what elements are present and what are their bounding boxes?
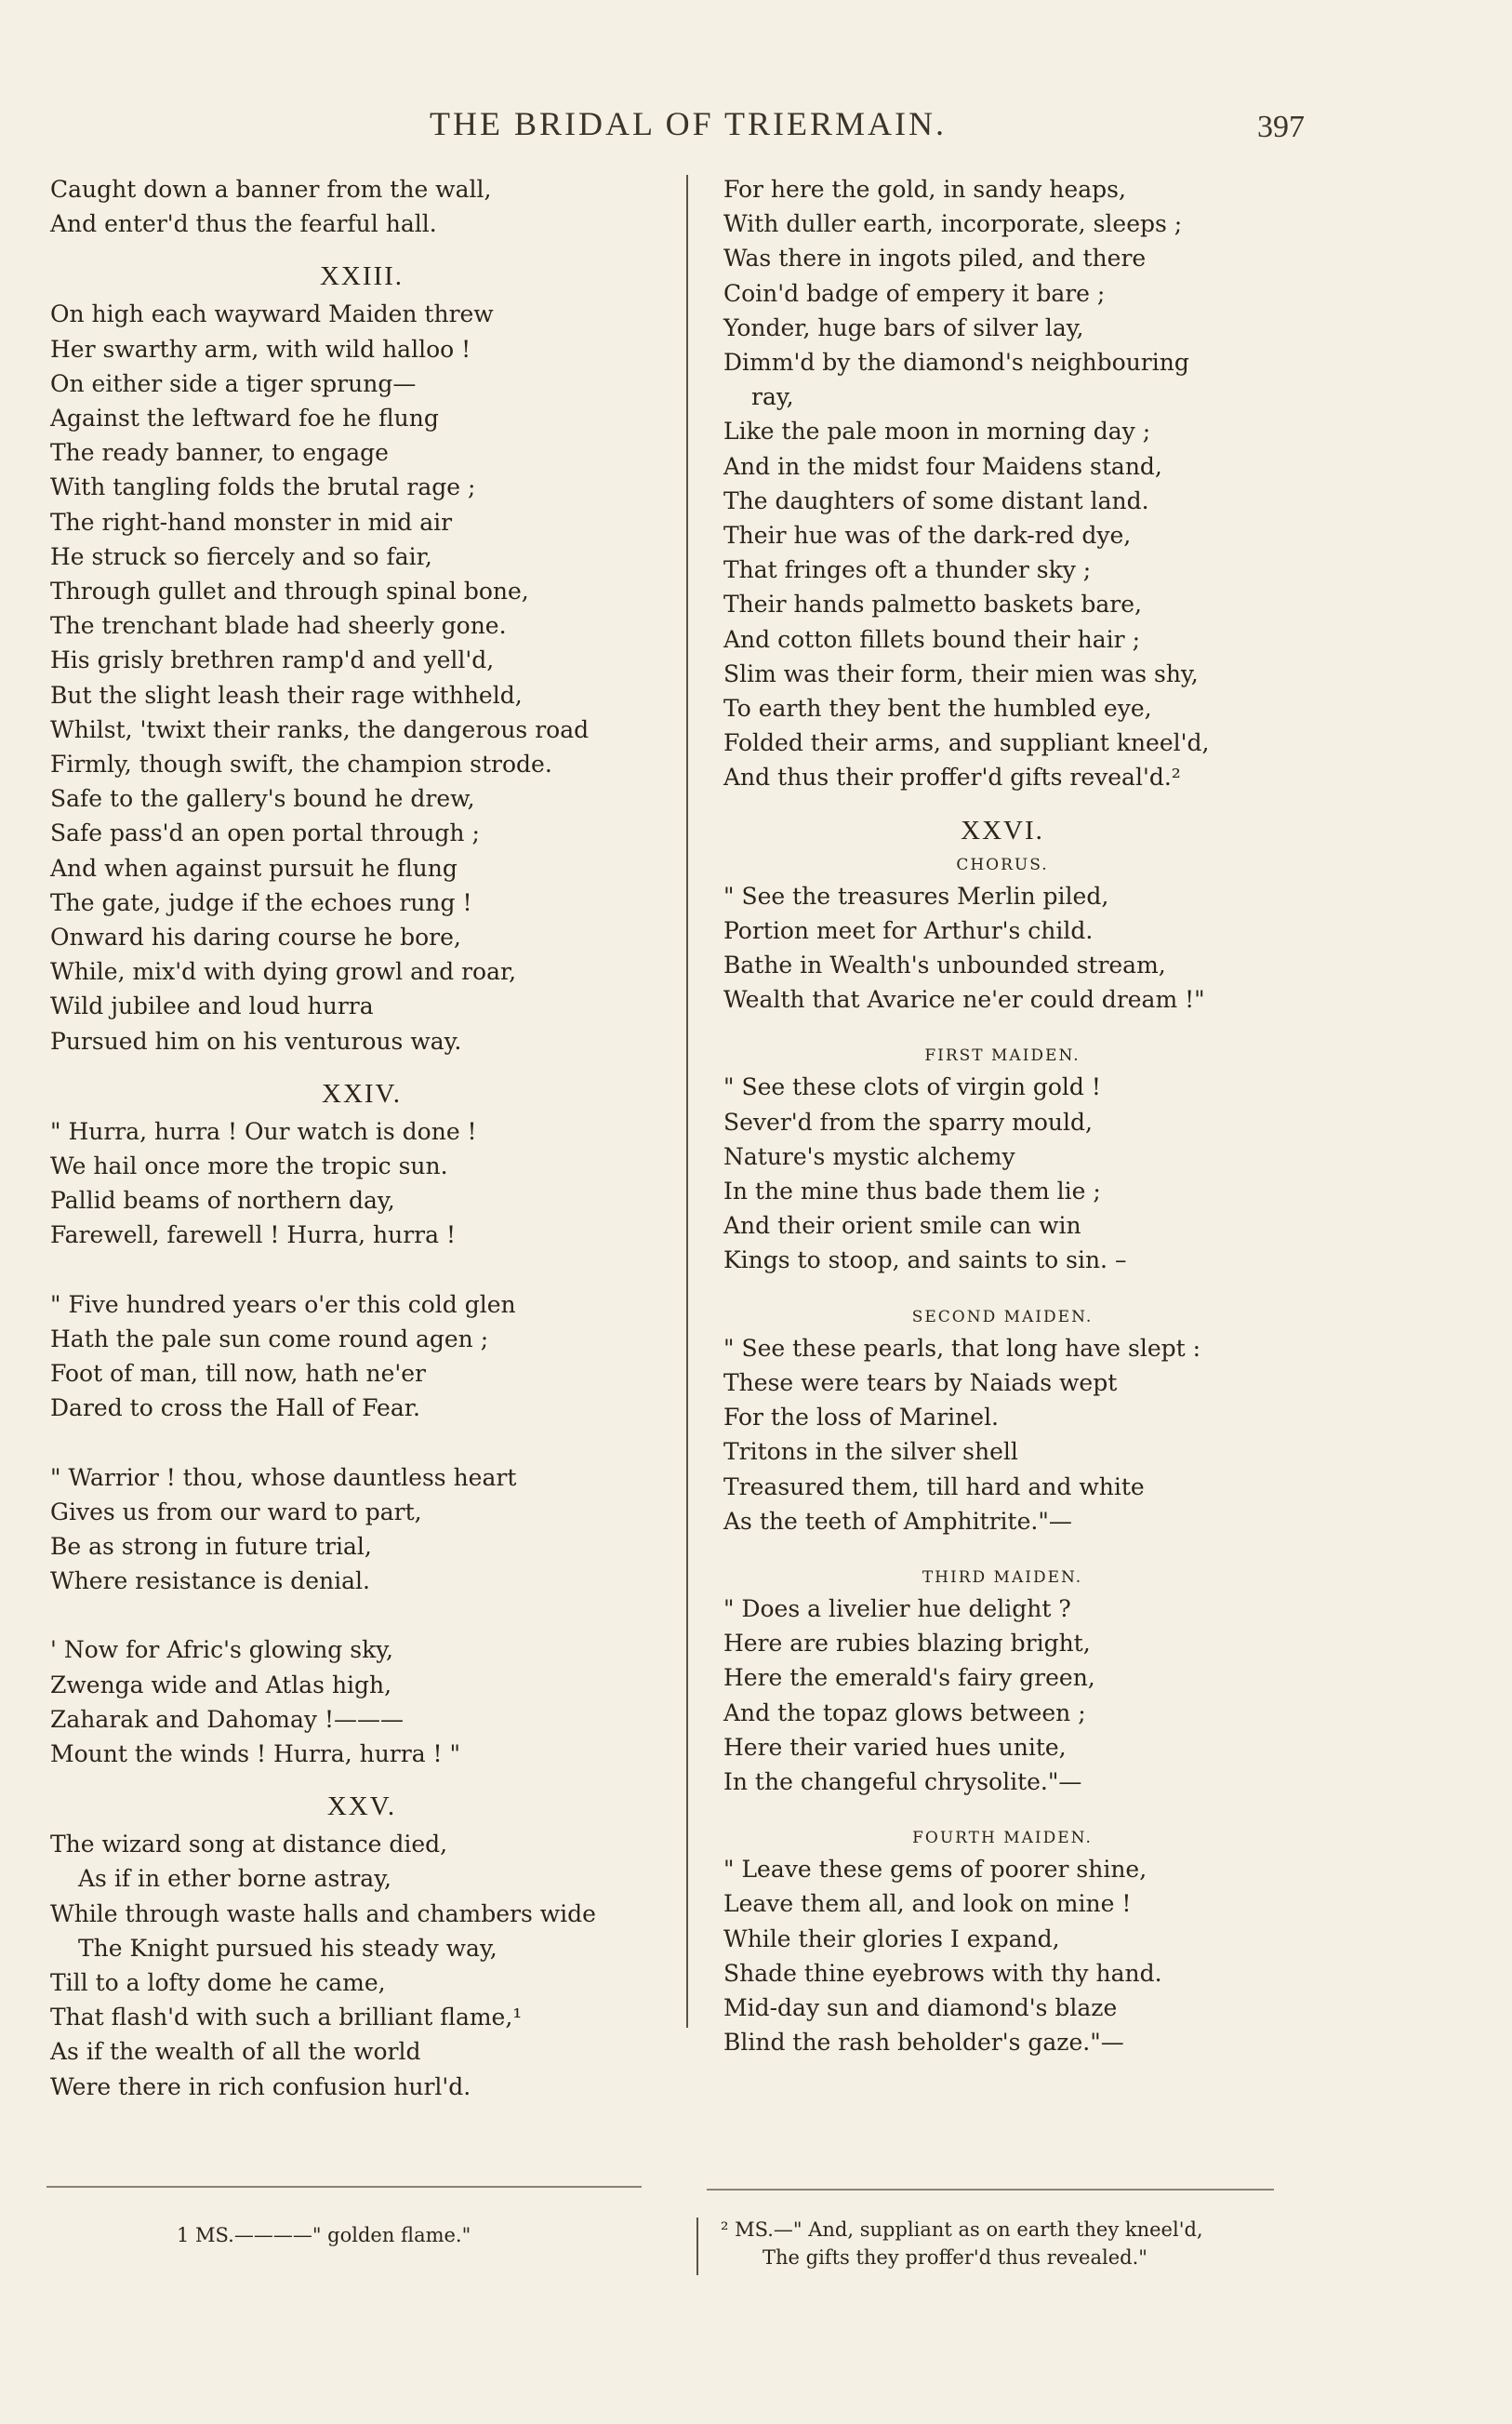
- verse-line: " Leave these gems of poorer shine,: [723, 1856, 1147, 1884]
- verse-line: Portion meet for Arthur's child.: [723, 916, 1094, 944]
- verse-line: Blind the rash beholder's gaze."—: [723, 2029, 1124, 2057]
- verse-line: Farewell, farewell ! Hurra, hurra !: [50, 1221, 457, 1249]
- verse-line: Her swarthy arm, with wild halloo !: [50, 335, 471, 363]
- verse-line: Their hue was of the dark-red dye,: [723, 522, 1132, 550]
- verse-line: Their hands palmetto baskets bare,: [723, 591, 1142, 619]
- verse-line: We hail once more the tropic sun.: [50, 1152, 448, 1180]
- verse-line: Nature's mystic alchemy: [723, 1142, 1015, 1170]
- verse-line: His grisly brethren ramp'd and yell'd,: [50, 646, 495, 674]
- footnote-2-line-1: ² MS.—" And, suppliant as on earth they kneel'd,: [721, 2218, 1203, 2241]
- verse-line: While through waste halls and chambers wide: [50, 1899, 596, 1927]
- verse-line: And in the midst four Maidens stand,: [723, 452, 1162, 480]
- column-divider: [686, 175, 688, 2028]
- verse-line: While their glories I expand,: [723, 1925, 1060, 1952]
- verse-line: Caught down a banner from the wall,: [50, 176, 492, 203]
- stanza-heading-xxiii: XXIII.: [319, 261, 405, 292]
- footnote-1: 1 MS.————" golden flame.": [177, 2224, 471, 2246]
- verse-line: Firmly, though swift, the champion strode.: [50, 751, 552, 779]
- verse-line: These were tears by Naiads wept: [723, 1368, 1118, 1396]
- verse-line: And cotton fillets bound their hair ;: [723, 625, 1140, 653]
- verse-line: Treasured them, till hard and white: [723, 1472, 1145, 1500]
- verse-line: Safe to the gallery's bound he drew,: [50, 785, 475, 813]
- verse-line: The Knight pursued his steady way,: [78, 1934, 497, 1962]
- verse-line: Till to a lofty dome he came,: [50, 1968, 386, 1996]
- verse-line: Safe pass'd an open portal through ;: [50, 819, 480, 847]
- verse-line: As if the wealth of all the world: [50, 2038, 421, 2066]
- verse-line: As if in ether borne astray,: [78, 1865, 391, 1893]
- verse-line: For here the gold, in sandy heaps,: [723, 176, 1126, 203]
- verse-line: ray,: [751, 383, 794, 411]
- verse-line: Was there in ingots piled, and there: [723, 245, 1147, 273]
- page-number: 397: [1257, 110, 1305, 144]
- stanza-heading-xxv: XXV.: [326, 1791, 397, 1822]
- footnote-rule-left: [46, 2186, 642, 2189]
- verse-line: Bathe in Wealth's unbounded stream,: [723, 952, 1166, 979]
- verse-line: Where resistance is denial.: [50, 1567, 370, 1595]
- verse-line: " Hurra, hurra ! Our watch is done !: [50, 1117, 477, 1145]
- verse-line: Dared to cross the Hall of Fear.: [50, 1394, 420, 1422]
- verse-line: The trenchant blade had sheerly gone.: [50, 612, 507, 640]
- verse-line: Here the emerald's fairy green,: [723, 1664, 1095, 1692]
- footnote-divider: [696, 2218, 698, 2275]
- speaker-third-maiden: THIRD MAIDEN.: [922, 1567, 1083, 1587]
- verse-line: Shade thine eyebrows with thy hand.: [723, 1959, 1162, 1987]
- verse-line: On either side a tiger sprung—: [50, 369, 417, 397]
- footnote-2-line-2: The gifts they proffer'd thus revealed.": [763, 2246, 1147, 2269]
- footnote-2: [721, 2216, 1203, 2271]
- verse-line: The daughters of some distant land.: [723, 486, 1149, 514]
- verse-line: Against the leftward foe he flung: [50, 405, 439, 433]
- verse-line: Tritons in the silver shell: [723, 1438, 1018, 1466]
- verse-line: With duller earth, incorporate, sleeps ;: [723, 210, 1183, 238]
- verse-line: As the teeth of Amphitrite."—: [723, 1507, 1072, 1535]
- verse-line: Wild jubilee and loud hurra: [50, 992, 374, 1020]
- speaker-fourth-maiden: FOURTH MAIDEN.: [912, 1829, 1093, 1848]
- verse-line: Here are rubies blazing bright,: [723, 1630, 1091, 1658]
- verse-line: With tangling folds the brutal rage ;: [50, 473, 476, 501]
- verse-line: Mid-day sun and diamond's blaze: [723, 1993, 1118, 2021]
- verse-line: Hath the pale sun come round agen ;: [50, 1325, 489, 1352]
- speaker-second-maiden: SECOND MAIDEN.: [911, 1307, 1094, 1326]
- verse-line: Here their varied hues unite,: [723, 1733, 1067, 1761]
- stanza-heading-xxvi: XXVI.: [961, 815, 1044, 846]
- verse-line: And enter'd thus the fearful hall.: [50, 210, 437, 238]
- verse-line: The right-hand monster in mid air: [50, 508, 453, 536]
- right-column: [723, 172, 1281, 2059]
- verse-line: Zwenga wide and Atlas high,: [50, 1671, 392, 1698]
- verse-line: Sever'd from the sparry mould,: [723, 1108, 1093, 1136]
- verse-line: ' Now for Afric's glowing sky,: [50, 1636, 393, 1664]
- verse-line: " Warrior ! thou, whose dauntless heart: [50, 1463, 517, 1491]
- verse-line: To earth they bent the humbled eye,: [723, 695, 1152, 723]
- verse-line: In the mine thus bade them lie ;: [723, 1178, 1101, 1205]
- verse-line: And thus their proffer'd gifts reveal'd.²: [723, 764, 1181, 792]
- verse-line: On high each wayward Maiden threw: [50, 300, 494, 328]
- verse-line: Wealth that Avarice ne'er could dream !": [723, 986, 1205, 1014]
- running-title: THE BRIDAL OF TRIERMAIN.: [430, 105, 947, 142]
- verse-line: In the changeful chrysolite."—: [723, 1767, 1082, 1795]
- verse-line: Leave them all, and look on mine !: [723, 1890, 1132, 1918]
- verse-line: The gate, judge if the echoes rung !: [50, 888, 472, 916]
- verse-line: " See the treasures Merlin piled,: [723, 882, 1109, 910]
- stanza-heading-xxiv: XXIV.: [322, 1078, 402, 1109]
- verse-line: Slim was their form, their mien was shy,: [723, 659, 1199, 687]
- verse-line: " See these pearls, that long have slept :: [723, 1334, 1201, 1362]
- speaker-chorus: CHORUS.: [956, 855, 1049, 874]
- verse-line: And when against pursuit he flung: [50, 854, 458, 882]
- verse-line: Gives us from our ward to part,: [50, 1498, 422, 1525]
- verse-line: But the slight leash their rage withheld,: [50, 681, 523, 709]
- verse-line: " Does a livelier hue delight ?: [723, 1594, 1071, 1622]
- verse-line: Were there in rich confusion hurl'd.: [50, 2072, 471, 2100]
- verse-line: While, mix'd with dying growl and roar,: [50, 958, 517, 986]
- verse-line: Folded their arms, and suppliant kneel'd,: [723, 729, 1210, 757]
- verse-line: He struck so fiercely and so fair,: [50, 542, 432, 570]
- verse-line: Kings to stoop, and saints to sin. –: [723, 1246, 1127, 1274]
- verse-line: Mount the winds ! Hurra, hurra ! ": [50, 1739, 461, 1767]
- footnote-rule-right: [707, 2189, 1274, 2191]
- verse-line: Coin'd badge of empery it bare ;: [723, 279, 1106, 307]
- verse-line: Like the pale moon in morning day ;: [723, 418, 1151, 446]
- verse-line: Through gullet and through spinal bone,: [50, 578, 529, 606]
- verse-line: Whilst, 'twixt their ranks, the dangerous road: [50, 715, 590, 743]
- verse-line: " See these clots of virgin gold !: [723, 1073, 1101, 1101]
- verse-line: Dimm'd by the diamond's neighbouring: [723, 349, 1189, 377]
- verse-line: The ready banner, to engage: [50, 439, 389, 467]
- verse-line: Be as strong in future trial,: [50, 1532, 372, 1560]
- verse-line: Zaharak and Dahomay !———: [50, 1705, 405, 1733]
- page-header: [0, 104, 1512, 145]
- speaker-first-maiden: FIRST MAIDEN.: [924, 1046, 1081, 1066]
- verse-line: Onward his daring course he bore,: [50, 924, 461, 952]
- verse-line: That fringes oft a thunder sky ;: [723, 556, 1092, 584]
- verse-line: And their orient smile can win: [723, 1212, 1081, 1240]
- verse-line: Foot of man, till now, hath ne'er: [50, 1360, 427, 1388]
- verse-line: For the loss of Marinel.: [723, 1404, 1000, 1432]
- verse-line: The wizard song at distance died,: [50, 1831, 448, 1858]
- verse-line: That flash'd with such a brilliant flame,¹: [50, 2004, 523, 2031]
- verse-line: And the topaz glows between ;: [723, 1698, 1086, 1726]
- verse-line: Pallid beams of northern day,: [50, 1187, 395, 1215]
- verse-line: Pursued him on his venturous way.: [50, 1027, 462, 1055]
- verse-line: Yonder, huge bars of silver lay,: [723, 313, 1084, 341]
- verse-line: " Five hundred years o'er this cold glen: [50, 1290, 516, 1318]
- left-column: [50, 172, 673, 2104]
